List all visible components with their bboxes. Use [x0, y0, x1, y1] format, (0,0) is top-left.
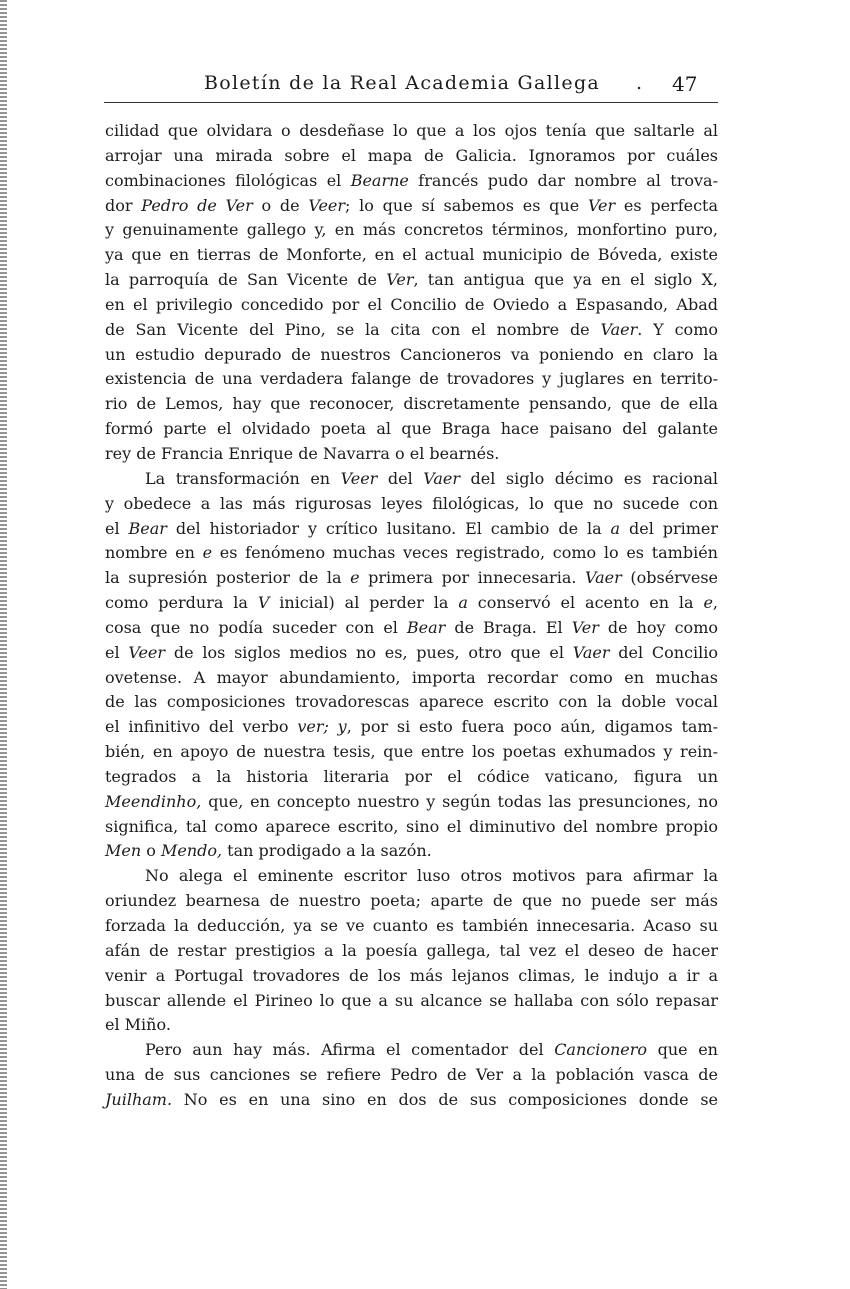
text-segment: la parroquía de San Vicente de [105, 270, 387, 290]
text-segment: rey de Francia Enrique de Navarra o el bearnés. [105, 443, 500, 463]
text-segment: ; lo que sí sabemos es que [345, 195, 588, 215]
text-line [105, 1013, 718, 1038]
text-segment: o [141, 841, 161, 861]
text-line [105, 218, 718, 243]
text-segment: que en [647, 1040, 718, 1060]
text-segment: buscar allende el Pirineo lo que a su alcance se hallaba con sólo repasar [105, 990, 718, 1010]
text-segment: del siglo décimo es racional [459, 468, 718, 488]
text-segment: Pero aun hay más. Afirma el comentador del [145, 1040, 555, 1060]
italic-term: ver; y [297, 717, 347, 737]
text-segment: o de [252, 195, 309, 215]
text-segment: venir a Portugal trovadores de los más lejanos climas, le indujo a ir a [105, 965, 718, 985]
text-line [105, 392, 718, 417]
text-segment: el infinitivo del verbo [105, 717, 298, 737]
text-segment: , tan antigua que ya en el siglo X, [413, 270, 718, 290]
italic-term: Bear [128, 518, 167, 538]
italic-term: e [350, 568, 360, 588]
text-segment: de San Vicente del Pino, se la cita con el nombre de [105, 319, 601, 339]
text-segment: nombre en [105, 543, 203, 563]
text-segment: del [377, 468, 424, 488]
page-number: 47 [672, 72, 698, 96]
italic-term: Ver [587, 195, 616, 215]
text-segment: tegrados a la historia literaria por el códice vaticano, figura un [105, 766, 718, 786]
text-segment: de los siglos medios no es, pues, otro que el [165, 642, 573, 662]
text-line [105, 790, 718, 815]
italic-term: Bearne [350, 170, 409, 190]
text-segment: que, en concepto nuestro y según todas las presunciones, no [201, 791, 718, 811]
text-segment: La transformación en [145, 468, 341, 488]
text-segment: No es en una sino en dos de sus composiciones donde se [172, 1089, 718, 1109]
text-line [105, 119, 718, 144]
text-line [105, 566, 718, 591]
text-line [105, 243, 718, 268]
text-segment: combinaciones filológicas el [105, 170, 351, 190]
text-line [105, 293, 718, 318]
italic-term: Juilham. [105, 1089, 173, 1109]
text-segment: del historiador y crítico lusitano. El cambio de la [166, 518, 611, 538]
text-segment: existencia de una verdadera falange de trovadores y juglares en territo- [105, 369, 718, 389]
text-line [105, 318, 718, 343]
text-line [105, 666, 718, 691]
text-segment: del primer [620, 518, 719, 538]
italic-term: Mendo, [160, 841, 223, 861]
text-segment: el Miño. [105, 1015, 171, 1035]
text-segment: inicial) al perder la [269, 593, 459, 613]
text-segment: , por si esto fuera poco aún, digamos tam- [346, 717, 718, 737]
italic-term: Vaer [423, 468, 460, 488]
page-binding-edge [0, 0, 7, 1289]
italic-term: Cancionero [554, 1040, 648, 1060]
italic-term: e [202, 543, 213, 563]
text-segment: cosa que no podía suceder con el [105, 617, 407, 637]
text-line [105, 169, 718, 194]
text-line [105, 144, 718, 169]
text-segment: rio de Lemos, hay que reconocer, discretamente pensando, que de ella [105, 394, 718, 414]
text-segment: de Braga. El [445, 617, 572, 637]
text-segment: primera por innecesaria. [359, 568, 586, 588]
text-line [105, 641, 718, 666]
text-line [105, 889, 718, 914]
text-line [105, 765, 718, 790]
text-line [105, 914, 718, 939]
italic-term: V [257, 593, 270, 613]
text-segment: afán de restar prestigios a la poesía gallega, tal vez el deseo de hacer [105, 940, 718, 960]
text-segment: (obsérvese [621, 568, 719, 588]
text-segment: el [105, 642, 129, 662]
text-line [105, 417, 718, 442]
text-segment: y genuinamente gallego y, en más concretos términos, monfortino puro, [105, 220, 718, 240]
text-segment: ovetense. A mayor abundamiento, importa recordar como en muchas [105, 667, 718, 687]
text-segment: tan prodigado a la sazón. [222, 841, 432, 861]
text-line [105, 367, 718, 392]
text-line [105, 1063, 718, 1088]
text-segment: y obedece a las más rigurosas leyes filológicas, lo que no sucede con [105, 493, 718, 513]
journal-title: Boletín de la Real Academia Gallega [204, 72, 601, 94]
text-segment: en el privilegio concedido por el Concilio de Oviedo a Espasando, Abad [105, 294, 718, 314]
text-line [105, 740, 718, 765]
text-segment: de las composiciones trovadorescas aparece escrito con la doble vocal [105, 692, 718, 712]
text-segment: bién, en apoyo de nuestra tesis, que entre los poetas exhumados y rein- [105, 742, 718, 762]
text-line [105, 815, 718, 840]
text-segment: ya que en tierras de Monforte, en el actual municipio de Bóveda, existe [105, 245, 718, 265]
italic-term: Vaer [572, 642, 610, 662]
text-segment: francés pudo dar nombre al trova- [408, 170, 718, 190]
text-line [105, 715, 718, 740]
header-separator: . [636, 72, 643, 94]
text-segment: del Concilio [609, 642, 719, 662]
italic-term: a [610, 518, 621, 538]
text-segment: el [105, 518, 129, 538]
text-segment: significa, tal como aparece escrito, sino el diminutivo del nombre propio [105, 816, 718, 836]
text-segment: es perfecta [615, 195, 719, 215]
text-line [105, 591, 718, 616]
text-segment: como perdura la [105, 593, 258, 613]
body-text [105, 119, 718, 1113]
text-segment: forzada la deducción, ya se ve cuanto es también innecesaria. Acaso su [105, 916, 718, 935]
italic-term: Veer [308, 195, 346, 215]
italic-term: Vaer [585, 568, 622, 588]
text-segment: No alega el eminente escritor luso otros motivos para afirmar la [145, 866, 718, 886]
text-line [105, 268, 718, 293]
italic-term: a [458, 593, 468, 613]
text-segment: . Y como [637, 319, 718, 339]
text-line [105, 442, 718, 467]
text-line [105, 1038, 718, 1063]
text-segment: oriundez bearnesa de nuestro poeta; aparte de que no puede ser más [105, 891, 718, 911]
text-line [105, 194, 718, 219]
text-segment: la supresión posterior de la [105, 568, 351, 588]
text-segment: una de sus canciones se refiere Pedro de Ver a la población vasca de [105, 1065, 718, 1085]
italic-term: Bear [406, 617, 446, 637]
text-segment: conservó el acento en la [467, 593, 704, 613]
italic-term: Veer [340, 468, 378, 488]
text-line [105, 989, 718, 1014]
text-segment: de hoy como [598, 617, 718, 637]
text-segment: formó parte el olvidado poeta al que Braga hace paisano del galante [105, 419, 718, 439]
italic-term: Vaer [600, 319, 638, 339]
text-line [105, 690, 718, 715]
text-line [105, 616, 718, 641]
text-line [105, 1088, 718, 1113]
text-line [105, 467, 718, 492]
text-line [105, 939, 718, 964]
italic-term: Pedro de Ver [141, 195, 253, 215]
running-header [104, 72, 718, 103]
italic-term: Veer [128, 642, 166, 662]
italic-term: e [703, 593, 713, 613]
text-line [105, 964, 718, 989]
text-segment: , [712, 593, 719, 613]
text-segment: arrojar una mirada sobre el mapa de Galicia. Ignoramos por cuáles [105, 145, 718, 165]
text-line [105, 541, 718, 566]
text-line [105, 517, 718, 542]
italic-term: Ver [571, 617, 599, 637]
text-segment: es fenómeno muchas veces registrado, como lo es también [212, 543, 718, 563]
text-line [105, 343, 718, 368]
text-line [105, 839, 718, 864]
text-line [105, 864, 718, 889]
italic-term: Meendinho, [105, 791, 202, 811]
italic-term: Ver [386, 270, 414, 290]
text-segment: cilidad que olvidara o desdeñase lo que a los ojos tenía que saltarle al [105, 121, 718, 140]
text-segment: dor [105, 195, 142, 215]
text-segment: un estudio depurado de nuestros Cancioneros va poniendo en claro la [105, 344, 718, 364]
italic-term: Men [105, 841, 142, 861]
text-line [105, 492, 718, 517]
